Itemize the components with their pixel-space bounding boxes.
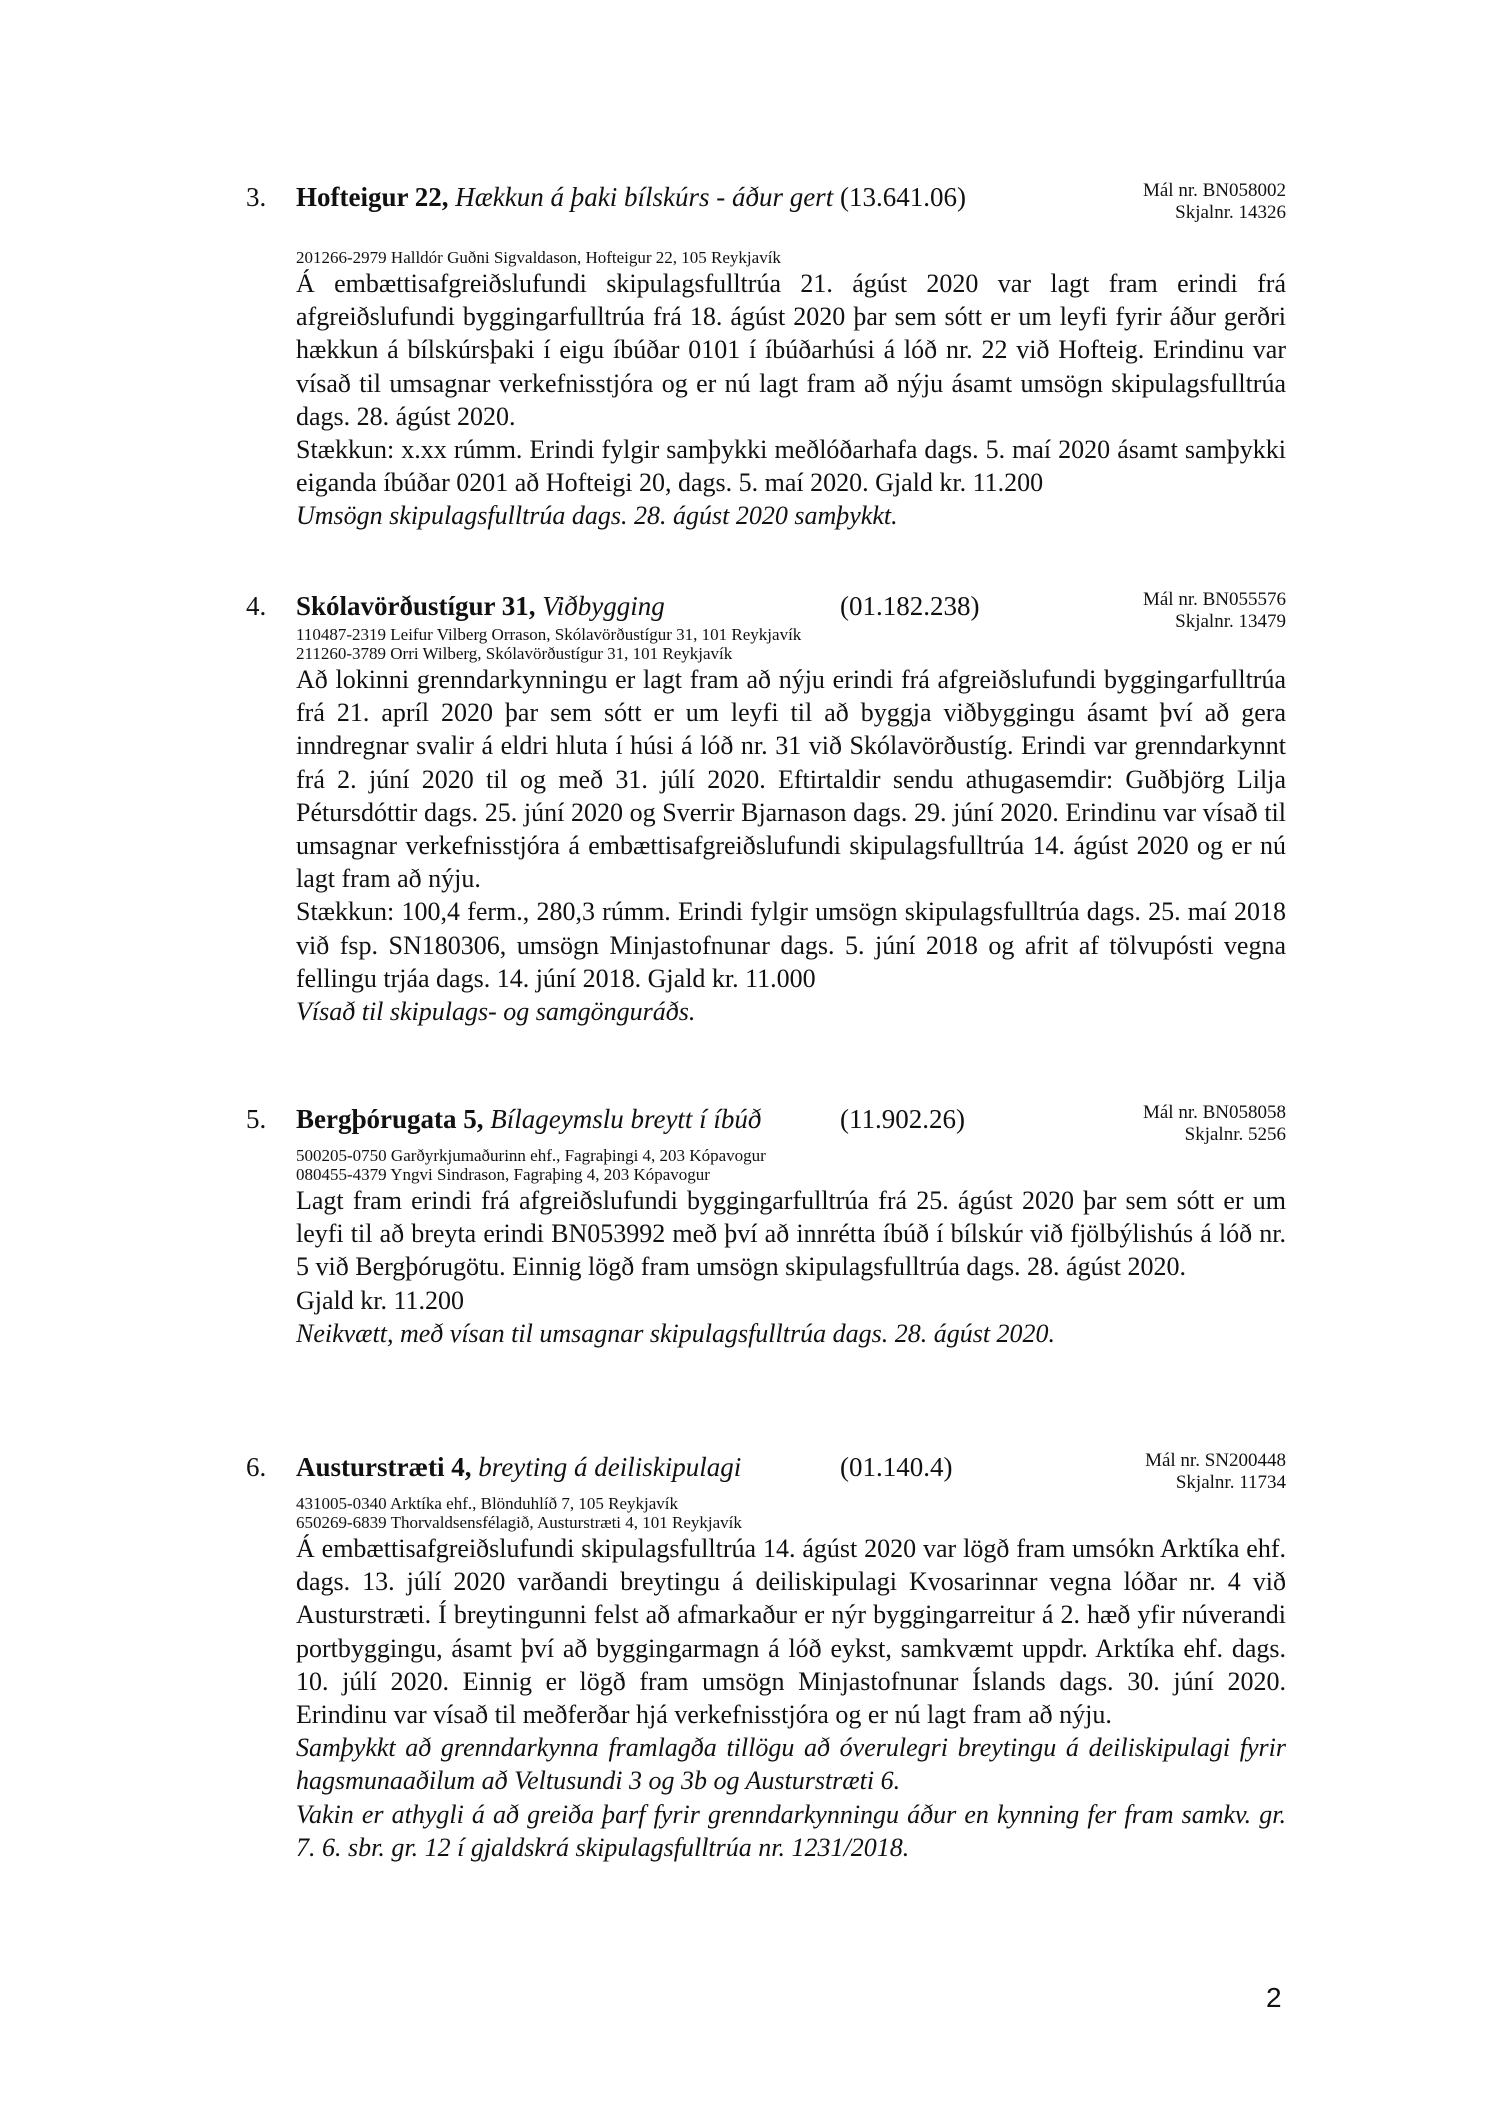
- document-number: Skjalnr. 5256: [1184, 1124, 1286, 1145]
- case-title: [296, 1450, 741, 1484]
- case-paragraph: Lagt fram erindi frá afgreiðslufundi byggingarfulltrúa frá 25. ágúst 2020 þar sem sótt er um leyfi til að breyta erindi BN053992 með því að innrétta íbúð í bílskúr við fjölbýlishús á lóð nr. 5 við Bergþórugötu. Einnig lögð fram umsögn skipulagsfulltrúa dags. 28. ágúst 2020.: [296, 1186, 1286, 1282]
- item-number: 4.: [246, 591, 267, 621]
- case-decision: Vakin er athygli á að greiða þarf fyrir grenndarkynningu áður en kynning fer fram samkv. gr. 7. 6. sbr. gr. 12 í gjaldskrá skipulagsfulltrúa nr. 1231/2018.: [296, 1799, 1286, 1862]
- case-reference: [1143, 1102, 1286, 1146]
- owner-line: 201266-2979 Halldór Guðni Sigvaldason, Hofteigur 22, 105 Reykjavík: [296, 248, 781, 267]
- case-item-5: [246, 1102, 1286, 1350]
- document-number: Skjalnr. 14326: [1175, 202, 1286, 223]
- case-decision: Samþykkt að grenndarkynna framlagða tillögu að óverulegri breytingu á deiliskipulagi fyrir hagsmunaaðilum að Veltusundi 3 og 3b og Austurstræti 6.: [296, 1733, 1286, 1796]
- item-number: 6.: [246, 1452, 267, 1482]
- case-paragraph: Á embættisafgreiðslufundi skipulagsfulltrúa 21. ágúst 2020 var lagt fram erindi frá afgreiðslufundi byggingarfulltrúa frá 18. ágúst 2020 þar sem sótt er um leyfi fyrir áður gerðri hækkun á bílskúrsþaki í eigu íbúðar 0101 í íbúðarhúsi á lóð nr. 22 við Hofteig. Erindinu var vísað til umsagnar verkefnisstjóra og er nú lagt fram að nýju ásamt umsögn skipulagsfulltrúa dags. 28. ágúst 2020.: [296, 269, 1286, 431]
- owner-line: 080455-4379 Yngvi Sindrason, Fagraþing 4, 203 Kópavogur: [296, 1165, 710, 1184]
- case-paragraph: Á embættisafgreiðslufundi skipulagsfulltrúa 14. ágúst 2020 var lögð fram umsókn Arktíka ehf. dags. 13. júlí 2020 varðandi breytingu á deiliskipulagi Kvosarinnar vegna lóðar nr. 4 við Austurstræti. Í breytingunni felst að afmarkaður er nýr byggingarreitur á 2. hæð yfir núverandi portbyggingu, ásamt því að byggingarmagn á lóð eykst, samkvæmt uppdr. Arktíka ehf. dags. 10. júlí 2020. Einnig er lögð fram umsögn Minjastofnunar Íslands dags. 30. júní 2020. Erindinu var vísað til meðferðar hjá verkefnisstjóra og er nú lagt fram að nýju.: [296, 1534, 1286, 1730]
- land-number: (01.182.238): [840, 591, 980, 621]
- case-number: Mál nr. BN058002: [1142, 180, 1286, 201]
- case-paragraph: Gjald kr. 11.200: [296, 1285, 465, 1315]
- case-body: [296, 1146, 1286, 1350]
- case-paragraph: Stækkun: x.xx rúmm. Erindi fylgir samþykki meðlóðarhafa dags. 5. maí 2020 ásamt samþykki eiganda íbúðar 0201 að Hofteigi 20, dags. 5. maí 2020. Gjald kr. 11.200: [296, 435, 1286, 498]
- item-number: 3.: [246, 182, 267, 212]
- case-decision: Umsögn skipulagsfulltrúa dags. 28. ágúst 2020 samþykkt.: [296, 501, 898, 531]
- case-body: [296, 248, 1286, 533]
- case-address: Skólavörðustígur 31,: [296, 591, 536, 621]
- case-reference: [1143, 180, 1286, 224]
- case-decision: Vísað til skipulags- og samgönguráðs.: [296, 997, 696, 1027]
- case-description: Bílageymslu breytt í íbúð: [490, 1104, 762, 1134]
- land-number: (13.641.06): [840, 182, 966, 212]
- case-number: Mál nr. BN058058: [1142, 1102, 1286, 1123]
- case-description: breyting á deiliskipulagi: [478, 1452, 742, 1482]
- owner-line: 500205-0750 Garðyrkjumaðurinn ehf., Fagraþingi 4, 203 Kópavogur: [296, 1146, 766, 1165]
- case-title: [296, 589, 665, 623]
- case-number: Mál nr. BN055576: [1142, 589, 1286, 610]
- case-paragraph: Að lokinni grenndarkynningu er lagt fram að nýju erindi frá afgreiðslufundi byggingarfulltrúa frá 21. apríl 2020 þar sem sótt er um leyfi til að byggja viðbyggingu ásamt því að gera inndregnar svalir á eldri hluta í húsi á lóð nr. 31 við Skólavörðustíg. Erindi var grenndarkynnt frá 2. júní 2020 til og með 31. júlí 2020. Eftirtaldir sendu athugasemdir: Guðbjörg Lilja Pétursdóttir dags. 25. júní 2020 og Sverrir Bjarnason dags. 29. júní 2020. Erindinu var vísað til umsagnar verkefnisstjóra á embættisafgreiðslufundi skipulagsfulltrúa 14. ágúst 2020 og er nú lagt fram að nýju.: [296, 665, 1286, 894]
- owner-line: 650269-6839 Thorvaldsensfélagið, Austurstræti 4, 101 Reykjavík: [296, 1513, 742, 1532]
- case-header: [246, 1102, 1286, 1145]
- document-number: Skjalnr. 11734: [1175, 1472, 1286, 1493]
- case-address: Hofteigur 22,: [296, 182, 449, 212]
- document-number: Skjalnr. 13479: [1175, 611, 1286, 632]
- case-description: Viðbygging: [542, 591, 665, 621]
- case-header: [246, 180, 1286, 223]
- case-number: Mál nr. SN200448: [1145, 1450, 1286, 1471]
- item-number: 5.: [246, 1104, 267, 1134]
- case-decision: Neikvætt, með vísan til umsagnar skipulagsfulltrúa dags. 28. ágúst 2020.: [296, 1318, 1056, 1348]
- case-reference: [1143, 589, 1286, 633]
- case-body: [296, 1494, 1286, 1864]
- case-title: [296, 180, 836, 214]
- land-number: (11.902.26): [840, 1104, 965, 1134]
- case-address: Bergþórugata 5,: [296, 1104, 484, 1134]
- case-header: [246, 589, 1286, 632]
- owner-line: 211260-3789 Orri Wilberg, Skólavörðustígur 31, 101 Reykjavík: [296, 644, 733, 663]
- case-reference: [1145, 1450, 1286, 1494]
- case-paragraph: Stækkun: 100,4 ferm., 280,3 rúmm. Erindi fylgir umsögn skipulagsfulltrúa dags. 25. maí 2018 við fsp. SN180306, umsögn Minjastofnunar dags. 5. júní 2018 og afrit af tölvupósti vegna fellingu trjáa dags. 14. júní 2018. Gjald kr. 11.000: [296, 897, 1286, 993]
- owner-line: 110487-2319 Leifur Vilberg Orrason, Skólavörðustígur 31, 101 Reykjavík: [296, 625, 802, 644]
- case-item-3: [246, 180, 1286, 533]
- land-number: (01.140.4): [840, 1452, 953, 1482]
- case-address: Austurstræti 4,: [296, 1452, 472, 1482]
- case-body: [296, 625, 1286, 1028]
- case-description: Hækkun á þaki bílskúrs - áður gert: [455, 182, 834, 212]
- case-item-4: [246, 589, 1286, 1028]
- case-item-6: [246, 1450, 1286, 1864]
- case-title: [296, 1102, 761, 1136]
- page-number: 2: [1266, 1982, 1282, 2013]
- case-header: [246, 1450, 1286, 1493]
- owner-line: 431005-0340 Arktíka ehf., Blönduhlíð 7, 105 Reykjavík: [296, 1494, 678, 1513]
